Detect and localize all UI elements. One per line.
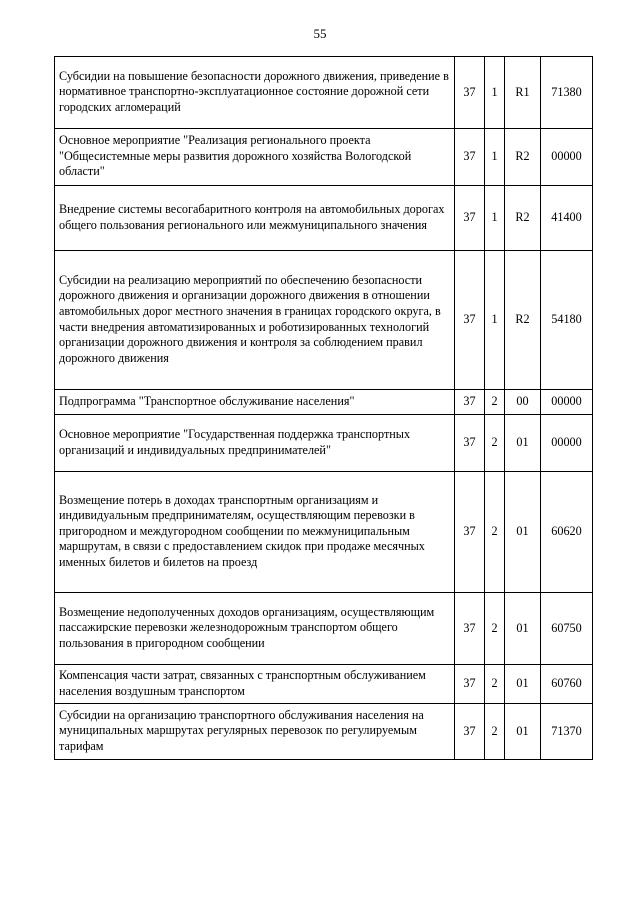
direction-code: 00000 — [541, 415, 593, 472]
subprogram-code: 1 — [485, 129, 505, 186]
direction-code: 00000 — [541, 390, 593, 415]
table-row — [55, 415, 593, 472]
row-description: Подпрограмма "Транспортное обслуживание населения" — [55, 390, 455, 415]
program-code: 37 — [455, 186, 485, 251]
subprogram-code: 2 — [485, 390, 505, 415]
event-code: R2 — [505, 186, 541, 251]
subprogram-code: 2 — [485, 415, 505, 472]
table-row — [55, 704, 593, 760]
direction-code: 60750 — [541, 593, 593, 665]
event-code: R2 — [505, 129, 541, 186]
table-row — [55, 57, 593, 129]
event-code: R2 — [505, 251, 541, 390]
table-row — [55, 665, 593, 704]
program-code: 37 — [455, 390, 485, 415]
table-row — [55, 472, 593, 593]
row-description: Внедрение системы весогабаритного контроля на автомобильных дорогах общего пользования регионального или межмуниципального значения — [55, 186, 455, 251]
table-row — [55, 390, 593, 415]
event-code: R1 — [505, 57, 541, 129]
direction-code: 71370 — [541, 704, 593, 760]
subprogram-code: 1 — [485, 57, 505, 129]
table-row — [55, 129, 593, 186]
direction-code: 41400 — [541, 186, 593, 251]
row-description: Основное мероприятие "Государственная поддержка транспортных организаций и индивидуальных предпринимателей" — [55, 415, 455, 472]
page-number: 55 — [313, 26, 327, 41]
subprogram-code: 1 — [485, 186, 505, 251]
program-code: 37 — [455, 593, 485, 665]
row-description: Возмещение потерь в доходах транспортным организациям и индивидуальным предпринимателям, осуществляющим перевозки в пригородном и междугородном сообщении по межмуниципальным маршрутам, в связи с предоставлением скидок при продаже месячных именных билетов и билетов на проезд — [55, 472, 455, 593]
event-code: 01 — [505, 704, 541, 760]
program-code: 37 — [455, 472, 485, 593]
program-code: 37 — [455, 665, 485, 704]
row-description: Субсидии на реализацию мероприятий по обеспечению безопасности дорожного движения и организации дорожного движения в отношении автомобильных дорог местного значения в границах городского округа, в части внедрения автоматизированных и роботизированных технологий организации дорожного движения и контроля за соблюдением правил дорожного движения — [55, 251, 455, 390]
row-description: Субсидии на организацию транспортного обслуживания населения на муниципальных маршрутах регулярных перевозок по регулируемым тарифам — [55, 704, 455, 760]
subprogram-code: 2 — [485, 593, 505, 665]
subprogram-code: 1 — [485, 251, 505, 390]
event-code: 00 — [505, 390, 541, 415]
direction-code: 54180 — [541, 251, 593, 390]
direction-code: 00000 — [541, 129, 593, 186]
row-description: Возмещение недополученных доходов организациям, осуществляющим пассажирские перевозки железнодорожным транспортом общего пользования в пригородном сообщении — [55, 593, 455, 665]
program-code: 37 — [455, 704, 485, 760]
table-row — [55, 251, 593, 390]
program-code: 37 — [455, 251, 485, 390]
program-code: 37 — [455, 129, 485, 186]
row-description: Субсидии на повышение безопасности дорожного движения, приведение в нормативное транспортно-эксплуатационное состояние дорожной сети городских агломераций — [55, 57, 455, 129]
budget-classification-table — [54, 56, 593, 760]
direction-code: 60620 — [541, 472, 593, 593]
event-code: 01 — [505, 472, 541, 593]
row-description: Компенсация части затрат, связанных с транспортным обслуживанием населения воздушным транспортом — [55, 665, 455, 704]
event-code: 01 — [505, 415, 541, 472]
program-code: 37 — [455, 415, 485, 472]
event-code: 01 — [505, 665, 541, 704]
direction-code: 60760 — [541, 665, 593, 704]
event-code: 01 — [505, 593, 541, 665]
table-row — [55, 593, 593, 665]
subprogram-code: 2 — [485, 665, 505, 704]
table-row — [55, 186, 593, 251]
row-description: Основное мероприятие "Реализация регионального проекта "Общесистемные меры развития дорожного хозяйства Вологодской области" — [55, 129, 455, 186]
subprogram-code: 2 — [485, 472, 505, 593]
subprogram-code: 2 — [485, 704, 505, 760]
program-code: 37 — [455, 57, 485, 129]
direction-code: 71380 — [541, 57, 593, 129]
